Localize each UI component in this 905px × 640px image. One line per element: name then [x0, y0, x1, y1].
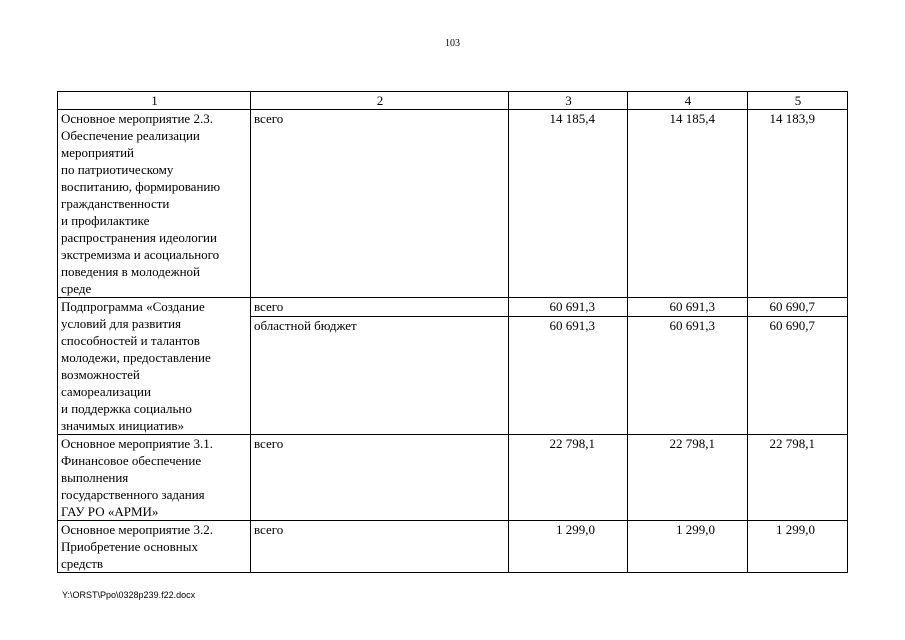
column-header-5: 5	[748, 92, 848, 110]
table-row	[58, 298, 848, 317]
budget-table	[57, 91, 848, 573]
value-col5-cell: 22 798,1	[748, 435, 848, 521]
value-col5-cell: 60 690,7	[748, 298, 848, 317]
column-header-1: 1	[58, 92, 251, 110]
value-col3-cell: 60 691,3	[509, 317, 628, 435]
value-col4-cell: 1 299,0	[628, 521, 748, 573]
value-col5-cell: 60 690,7	[748, 317, 848, 435]
activity-name-cell: Основное мероприятие 3.2. Приобретение основных средств	[58, 521, 251, 573]
file-path-footer: Y:\ORST\Ppo\0328p239.f22.docx	[62, 590, 196, 600]
value-col4-cell: 22 798,1	[628, 435, 748, 521]
value-col4-cell: 60 691,3	[628, 298, 748, 317]
funding-source-cell: всего	[251, 298, 509, 317]
table-header-row	[58, 92, 848, 110]
funding-source-cell: всего	[251, 110, 509, 298]
funding-source-cell: областной бюджет	[251, 317, 509, 435]
value-col3-cell: 14 185,4	[509, 110, 628, 298]
value-col4-cell: 60 691,3	[628, 317, 748, 435]
activity-name-cell: Подпрограмма «Создание условий для развития способностей и талантов молодежи, предоставление возможностей самореализации и поддержка социально значимых инициатив»	[58, 298, 251, 435]
value-col5-cell: 1 299,0	[748, 521, 848, 573]
value-col3-cell: 1 299,0	[509, 521, 628, 573]
page-number: 103	[445, 38, 460, 49]
value-col5-cell: 14 183,9	[748, 110, 848, 298]
funding-source-cell: всего	[251, 435, 509, 521]
column-header-2: 2	[251, 92, 509, 110]
column-header-4: 4	[628, 92, 748, 110]
value-col4-cell: 14 185,4	[628, 110, 748, 298]
activity-name-cell: Основное мероприятие 2.3. Обеспечение реализации мероприятий по патриотическому воспитанию, формированию гражданственности и профилактике распространения идеологии экстремизма и асоциального поведения в молодежной среде	[58, 110, 251, 298]
table-row	[58, 110, 848, 298]
column-header-3: 3	[509, 92, 628, 110]
funding-source-cell: всего	[251, 521, 509, 573]
table-row	[58, 521, 848, 573]
table-row	[58, 435, 848, 521]
value-col3-cell: 22 798,1	[509, 435, 628, 521]
value-col3-cell: 60 691,3	[509, 298, 628, 317]
activity-name-cell: Основное мероприятие 3.1. Финансовое обеспечение выполнения государственного задания ГАУ РО «АРМИ»	[58, 435, 251, 521]
